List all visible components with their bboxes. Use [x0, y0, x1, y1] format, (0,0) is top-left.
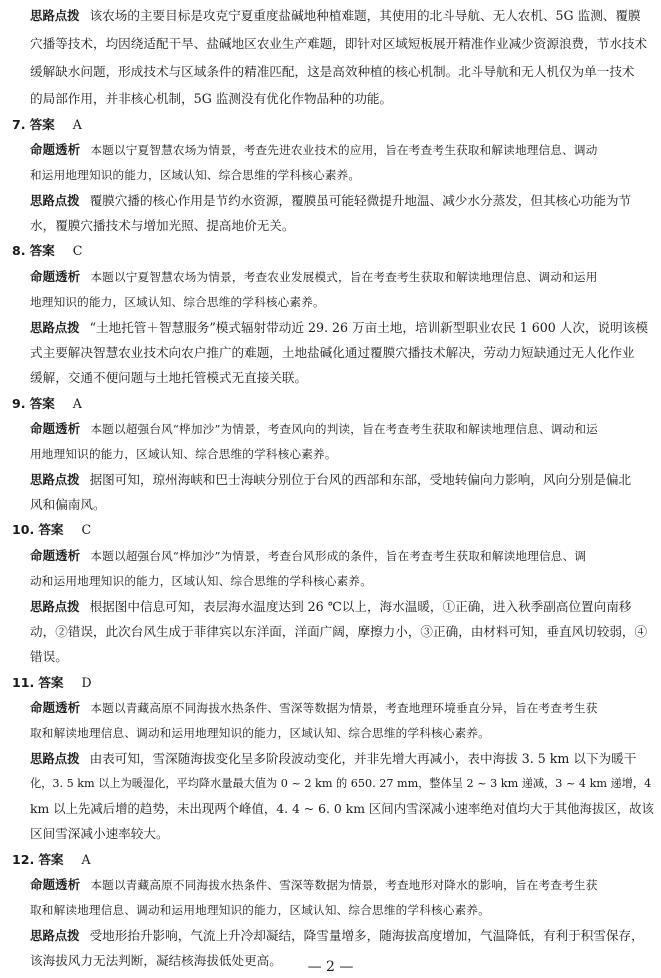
question-number: 11. [12, 675, 35, 690]
section-label: 命题透析 [30, 877, 81, 892]
section-label: 思路点拨 [30, 8, 80, 23]
body-text: 取和解读地理信息、调动和运用地理知识的能力，区域认知、综合思维的学科核心素养。 [30, 903, 490, 917]
body-text: 根据图中信息可知，表层海水温度达到 26 ℃以上，海水温暖，①正确，进入秋季副高位置向南移 [89, 599, 632, 614]
paragraph-line [30, 599, 631, 615]
body-text: km 以上先减后增的趋势，未出现两个峰值，4. 4 ~ 6. 0 km 区间内雪深减小速率绝对值均大于其他海拔区，故该 [30, 801, 654, 816]
body-text: 缓解缺水问题，形成技术与区域条件的精准匹配，这是高效种植的核心机制。北斗导航和无人机仅为单一技术 [30, 64, 635, 79]
answer-label: 答案 [38, 675, 64, 690]
answer-label: 答案 [38, 522, 64, 537]
body-text: 地理知识的能力，区域认知、综合思维的学科核心素养。 [30, 295, 325, 309]
question-number: 12. [12, 852, 35, 867]
paragraph-line [30, 421, 598, 437]
answer-value: A [81, 852, 91, 867]
paragraph-line [30, 877, 598, 893]
answer-value: C [72, 243, 83, 258]
section-label: 思路点拨 [30, 928, 80, 943]
section-label: 命题透析 [30, 421, 81, 436]
body-text: 该农场的主要目标是攻克宁夏重度盐碱地种植难题，其使用的北斗导航、无人农机、5G 监测、覆膜 [89, 8, 641, 23]
paragraph-line [30, 751, 636, 767]
section-label: 思路点拨 [30, 472, 80, 487]
body-text: 式主要解决智慧农业技术向农户推广的难题，土地盐碱化通过覆膜穴播技术解决，劳动力短缺通过无人化作业 [30, 345, 635, 360]
body-text: 动，②错误，此次台风生成于菲律宾以东洋面，洋面广阔，摩擦力小，③正确，由材料可知，垂直风切较弱，④ [30, 624, 648, 639]
answer-label: 答案 [29, 243, 55, 258]
section-label: 思路点拨 [30, 751, 80, 766]
question-header [12, 675, 92, 691]
body-text: 缓解，交通不便问题与土地托管模式无直接关联。 [30, 370, 308, 385]
body-text: 本题以宁夏智慧农场为情景，考查农业发展模式，旨在考查考生获取和解读地理信息、调动和运用 [90, 270, 598, 284]
answer-label: 答案 [38, 852, 64, 867]
body-text: 用地理知识的能力，区域认知、综合思维的学科核心素养。 [30, 447, 337, 461]
paragraph-line [30, 548, 586, 564]
body-text: 取和解读地理信息、调动和运用地理知识的能力，区域认知、综合思维的学科核心素养。 [30, 726, 490, 740]
body-text: 的局部作用，并非核心机制，5G 监测没有优化作物品种的功能。 [30, 91, 393, 106]
section-label: 思路点拨 [30, 193, 80, 208]
paragraph-line [30, 320, 648, 336]
question-number: 7. [12, 117, 26, 132]
answer-value: A [72, 117, 82, 132]
answer-value: A [72, 396, 82, 411]
question-number: 9. [12, 396, 26, 411]
body-text: “土地托管＋智慧服务”模式辐射带动近 29. 26 万亩土地，培训新型职业农民 1 600 人次，说明该模 [89, 320, 648, 335]
question-header [12, 396, 82, 412]
question-number: 10. [12, 522, 35, 537]
body-text: 本题以青藏高原不同海拔水热条件、雪深等数据为情景，考查地形对降水的影响，旨在考查考生获 [90, 878, 598, 892]
section-label: 思路点拨 [30, 599, 80, 614]
paragraph-line [30, 8, 641, 24]
section-label: 命题透析 [30, 142, 81, 157]
question-header [12, 522, 91, 538]
question-header [12, 243, 82, 259]
section-label: 思路点拨 [30, 320, 80, 335]
body-text: 风和偏南风。 [30, 497, 106, 512]
body-text: 该海拔风力无法判断，凝结核海拔低处更高。 [30, 953, 282, 968]
paragraph-line [30, 700, 598, 716]
body-text: 本题以超强台风“桦加沙”为情景，考查台风形成的条件，旨在考查考生获取和解读地理信息、调 [90, 549, 587, 563]
body-text: 水，覆膜穴播技术与增加光照、提高地价无关。 [30, 218, 295, 233]
body-text: 据图可知，琼州海峡和巴士海峡分别位于台风的西部和东部，受地转偏向力影响，风向分别是偏北 [89, 472, 632, 487]
body-text: 本题以宁夏智慧农场为情景，考查先进农业技术的应用，旨在考查考生获取和解读地理信息、调动 [90, 143, 598, 157]
body-text: 穴播等技术，均因绕适配干旱、盐碱地区农业生产难题，即针对区域短板展开精准作业减少资源浪费，节水技术 [30, 36, 648, 51]
body-text: 区间雪深减小速率较大。 [30, 826, 169, 841]
body-text: 动和运用地理知识的能力，区域认知、综合思维的学科核心素养。 [30, 574, 373, 588]
body-text: 和运用地理知识的能力，区域认知、综合思维的学科核心素养。 [30, 168, 361, 182]
answer-value: C [81, 522, 92, 537]
section-label: 命题透析 [30, 700, 81, 715]
body-text: 由表可知，雪深随海拔变化呈多阶段波动变化，并非先增大再减小，表中海拔 3. 5 km 以下为暖干 [89, 751, 637, 766]
answer-value: D [81, 675, 92, 690]
question-header [12, 117, 82, 133]
page-number: — 2 — [307, 959, 354, 975]
section-label: 命题透析 [30, 548, 81, 563]
body-text: 本题以超强台风“桦加沙”为情景，考查风向的判读，旨在考查考生获取和解读地理信息、调动和运 [90, 422, 598, 436]
section-label: 命题透析 [30, 269, 81, 284]
paragraph-line [30, 142, 598, 158]
answer-label: 答案 [29, 396, 55, 411]
paragraph-line [30, 472, 631, 488]
body-text: 化，3. 5 km 以上为暖湿化，平均降水量最大值为 0 ~ 2 km 的 650. 27 mm，整体呈 2 ~ 3 km 递减，3 ~ 4 km 递增，4 [30, 777, 652, 790]
body-text: 受地形抬升影响，气流上升冷却凝结，降雪量增多，随海拔高度增加，气温降低，有利于积雪保存， [89, 928, 644, 943]
paragraph-line [30, 193, 631, 209]
paragraph-line [30, 928, 644, 944]
body-text: 覆膜穴播的核心作用是节约水资源，覆膜虽可能轻微提升地温、减少水分蒸发，但其核心功能为节 [89, 193, 632, 208]
question-header [12, 852, 91, 868]
question-number: 8. [12, 243, 26, 258]
body-text: 本题以青藏高原不同海拔水热条件、雪深等数据为情景，考查地理环境垂直分异，旨在考查考生获 [90, 701, 598, 715]
body-text: 错误。 [30, 649, 68, 664]
answer-label: 答案 [29, 117, 55, 132]
paragraph-line [30, 269, 598, 285]
